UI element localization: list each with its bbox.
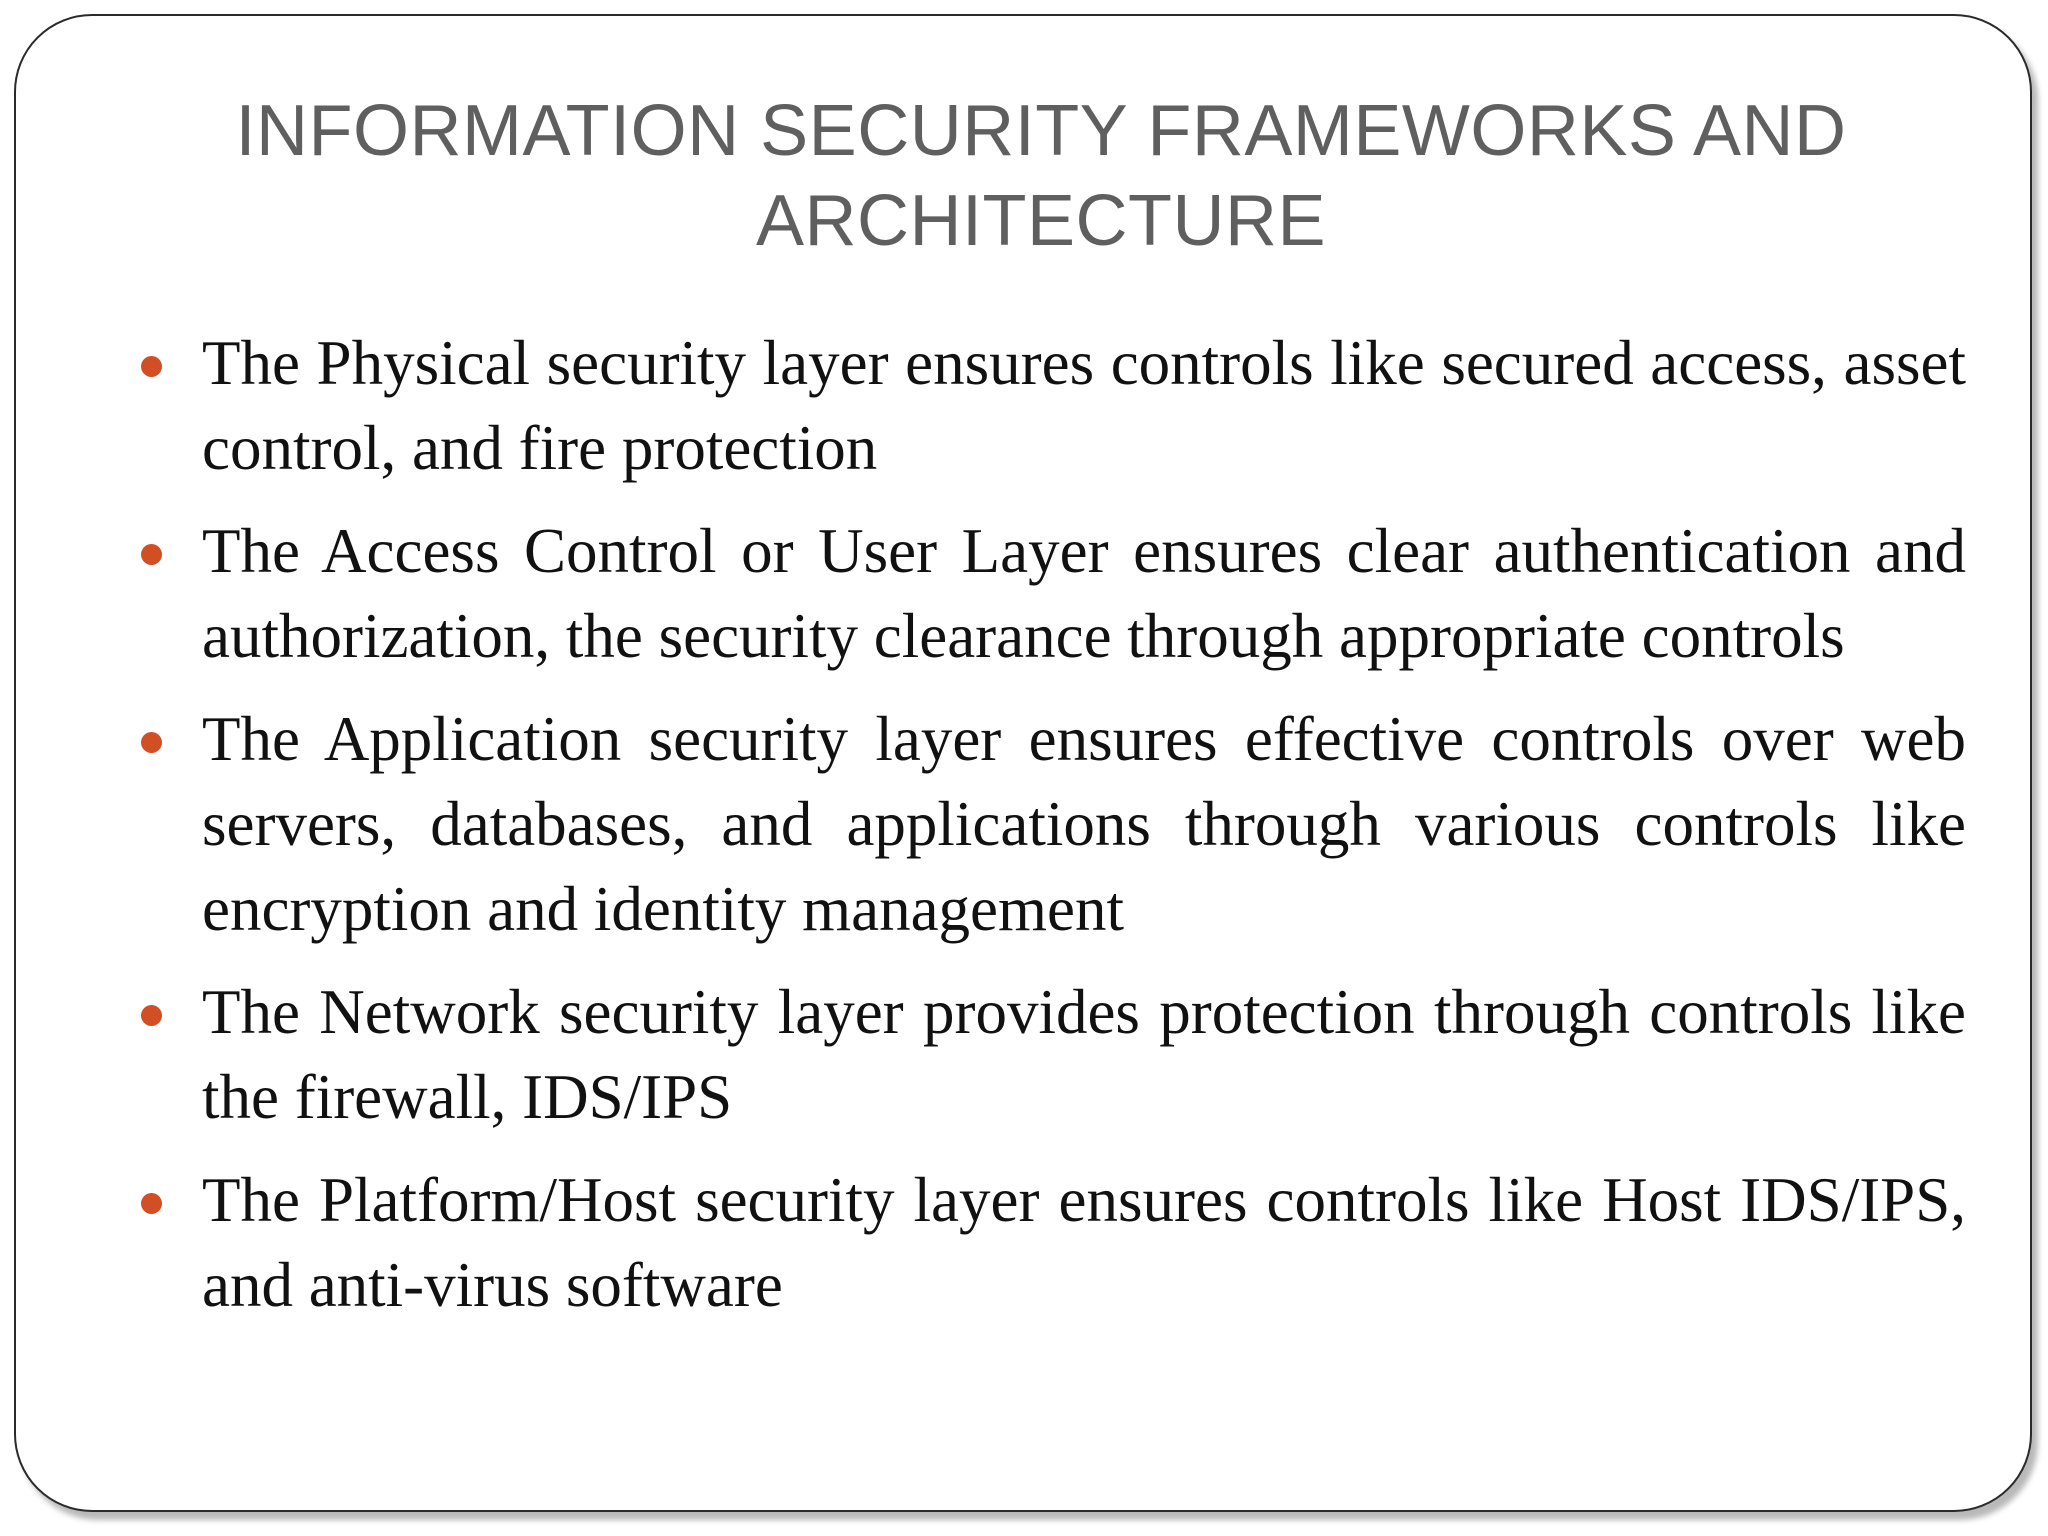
bullet-text: The Network security layer provides protection through controls like the firewall, IDS/IPS [202,977,1966,1132]
slide-frame [14,14,2032,1512]
bullet-text: The Platform/Host security layer ensures controls like Host IDS/IPS, and anti-virus software [202,1165,1966,1320]
bullet-text: The Physical security layer ensures controls like secured access, asset control, and fire protection [202,328,1966,483]
bullet-item-platform-host [186,1158,1966,1328]
bullet-item-network [186,970,1966,1140]
slide-title: INFORMATION SECURITY FRAMEWORKS AND ARCHITECTURE [235,91,1847,261]
bullet-text: The Application security layer ensures effective controls over web servers, databases, and applications through various controls like encryption and identity management [202,704,1966,944]
bullet-item-access-control [186,509,1966,679]
bullet-dot-icon [141,732,162,753]
bullet-dot-icon [141,544,162,565]
bullet-dot-icon [141,1193,162,1214]
bullet-text: The Access Control or User Layer ensures clear authentication and authorization, the security clearance through appropriate controls [202,516,1966,671]
bullet-dot-icon [141,1005,162,1026]
bullet-list [186,321,1966,1346]
bullet-item-application [186,697,1966,952]
bullet-item-physical [186,321,1966,491]
bullet-dot-icon [141,356,162,377]
